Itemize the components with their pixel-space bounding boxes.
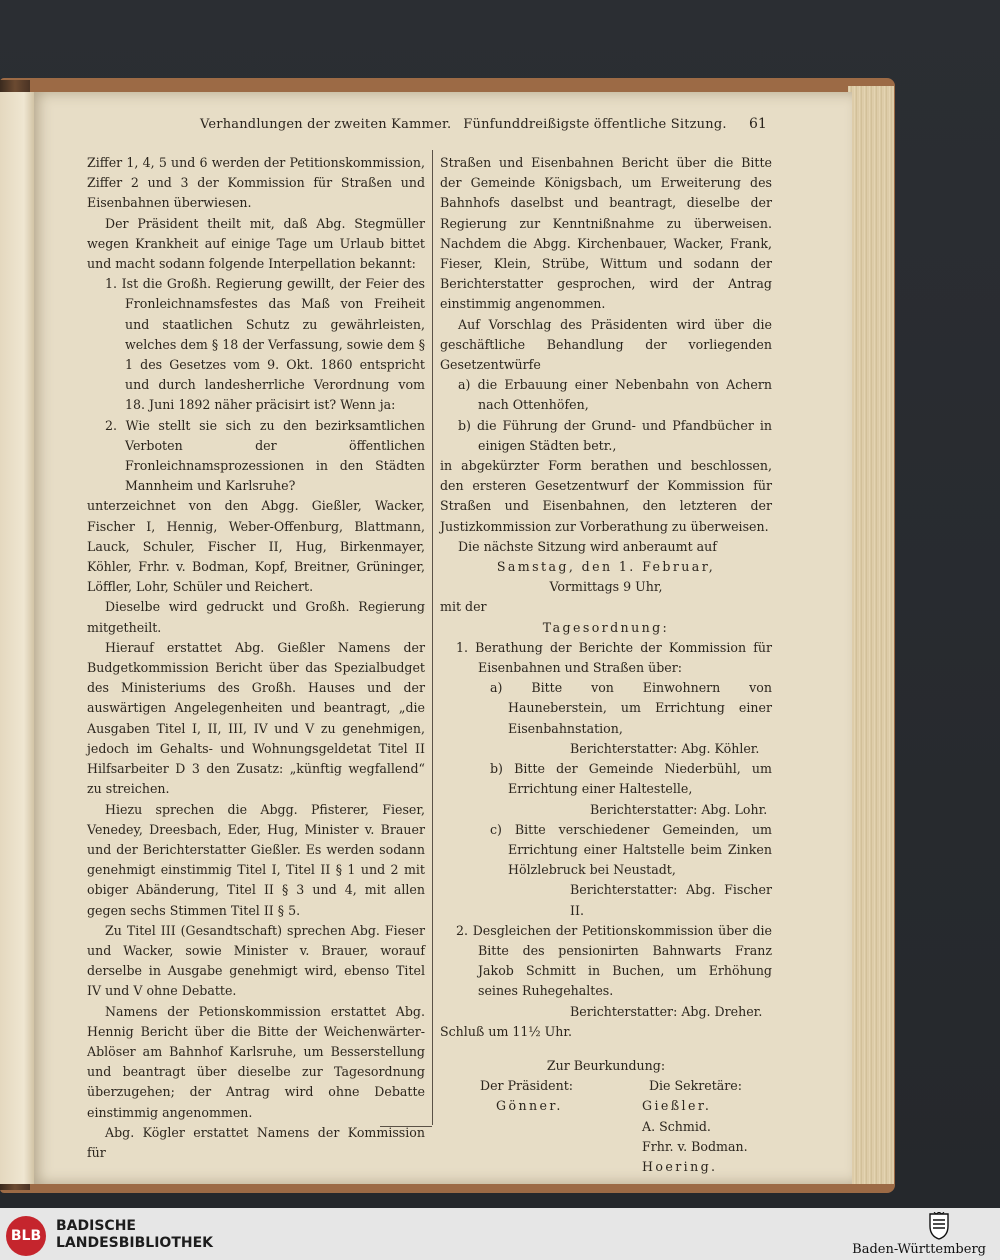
paragraph: 1. Ist die Großh. Regierung gewillt, der Feier des Fronleichnamsfestes das Maß von Freiheit und staatlichen Schutz zu gewährleisten, welches dem § 18 der Verfassung, sowie dem § 1 des Gesetzes vom 9. Okt. 1860 entspricht und durch landesherrliche Verordnung vom 18. Juni 1892 näher präcisirt ist? Wenn ja: [105,276,425,413]
paragraph: Namens der Petionskommission erstattet Abg. Hennig Bericht über die Bitte der Weichenwärter-Ablöser am Bahnhof Karlsruhe, um Besserstellung und beantragt über dieselbe zur Tagesordnung überzugehen; der Antrag wird ohne Debatte einstimmig angenommen. [87,1003,425,1120]
paragraph: b) die Führung der Grund- und Pfandbücher in einigen Städten betr., [458,417,772,453]
paragraph: Auf Vorschlag des Präsidenten wird über die geschäftliche Behandlung der vorliegenden Gesetzentwürfe [440,316,772,373]
paragraph: Hierauf erstattet Abg. Gießler Namens der Budgetkommission Bericht über das Spezialbudget des Ministeriums des Großh. Hauses und der auswärtigen Angelegenheiten und beantragt, „die Ausgaben Titel I, II, III, IV und V zu genehmigen, jedoch im Gehalts- und Wohnungsgeldetat Titel II Hilfsarbeiter D 3 den Zusatz: „künftig wegfallend“ zu streichen. [87,639,425,797]
state-crest-icon [928,1212,950,1240]
paragraph: Dieselbe wird gedruckt und Großh. Regierung mitgetheilt. [87,599,425,635]
president-label: Der Präsident: [480,1078,573,1094]
paragraph: Berichterstatter: Abg. Fischer II. [570,882,772,918]
column-divider [432,150,433,1125]
secretaries-list [642,1096,772,1177]
paragraph: Abg. Kögler erstattet Namens der Kommission für [87,1124,425,1160]
library-name-line1: BADISCHE [56,1218,136,1234]
secretary-name: Gießler. [642,1098,712,1114]
president-name: Gönner. [496,1098,563,1114]
header-left: Verhandlungen der zweiten Kammer. [200,117,452,132]
paragraph: Zu Titel III (Gesandtschaft) sprechen Abg. Fieser und Wacker, sowie Minister v. Brauer, worauf derselbe in Ausgabe genehmigt wird, ebenso Titel IV und V ohne Debatte. [87,922,425,999]
paragraph: Tagesordnung: [542,619,670,635]
page-number: 61 [749,116,767,132]
paragraph: 1. Berathung der Berichte der Kommission für Eisenbahnen und Straßen über: [456,639,772,676]
paragraph: in abgekürzter Form berathen und beschlossen, den ersteren Gesetzentwurf der Kommission für Straßen und Eisenbahnen, den letzteren der Justizkommission zur Vorberathung zu überweisen. [440,458,772,534]
secretary-name: Hoering. [642,1158,718,1174]
paragraph: Berichterstatter: Abg. Lohr. [590,801,768,817]
signature-names [440,1096,772,1177]
paragraph: mit der [440,599,487,615]
paragraph: Berichterstatter: Abg. Köhler. [570,740,760,756]
right-column-body [440,153,772,1042]
paragraph: Schluß um 11½ Uhr. [440,1023,573,1039]
blb-logo-badge[interactable]: BLB [6,1216,46,1256]
signature-block [440,1056,772,1177]
secretaries-label: Die Sekretäre: [648,1078,742,1094]
right-column [440,153,772,1177]
header-right: Fünfunddreißigste öffentliche Sitzung. [463,117,727,132]
state-name: Baden-Württemberg [852,1242,986,1257]
secretary-name: Frhr. v. Bodman. [642,1138,748,1154]
signature-heading: Zur Beurkundung: [546,1057,666,1073]
page-stack-edge [848,86,894,1184]
paragraph: a) Bitte von Einwohnern von Hauneberstein, um Errichtung einer Eisenbahnstation, [490,680,772,736]
footer-bar [0,1208,1000,1260]
paragraph: Die nächste Sitzung wird anberaumt auf [458,538,717,554]
paragraph: Ziffer 1, 4, 5 und 6 werden der Petitionskommission, Ziffer 2 und 3 der Kommission für Straßen und Eisenbahnen überwiesen. [87,155,425,211]
secretary-name: A. Schmid. [642,1118,711,1134]
left-page-curl [0,92,34,1184]
paragraph: Vormittags 9 Uhr, [549,579,663,595]
left-column [87,153,425,1163]
paragraph: c) Bitte verschiedener Gemeinden, um Errichtung einer Haltstelle beim Zinken Hölzlebruck bei Neustadt, [490,821,772,878]
library-name[interactable] [56,1218,213,1252]
paragraph: Berichterstatter: Abg. Dreher. [570,1003,763,1019]
paragraph: unterzeichnet von den Abgg. Gießler, Wacker, Fischer I, Hennig, Weber-Offenburg, Blattmann, Lauck, Schuler, Fischer II, Hug, Birkenmayer, Köhler, Frhr. v. Bodman, Kopf, Breitner, Grüninger, Löffler, Lohr, Schüler und Reichert. [87,498,425,595]
running-header [200,117,727,132]
paragraph: 2. Desgleichen der Petitionskommission über die Bitte des pensionirten Bahnwarts Franz Jakob Schmitt in Buchen, um Erhöhung seines Ruhegehaltes. [456,922,772,999]
paragraph: Der Präsident theilt mit, daß Abg. Stegmüller wegen Krankheit auf einige Tage um Urlaub bittet und macht sodann folgende Interpellation bekannt: [87,215,425,272]
signature-labels [440,1076,772,1096]
paragraph: Hiezu sprechen die Abgg. Pfisterer, Fieser, Venedey, Dreesbach, Eder, Hug, Minister v. Brauer und der Berichterstatter Gießler. Es werden sodann genehmigt einstimmig Titel I, Titel II § 1 und 2 mit obiger Abänderung, Titel II § 3 und 4, mit allen gegen sechs Stimmen Titel II § 5. [87,801,425,918]
paragraph: Straßen und Eisenbahnen Bericht über die Bitte der Gemeinde Königsbach, um Erweiterung des Bahnhofs daselbst und beantragt, dieselbe der Regierung zur Kenntnißnahme zu überweisen. Nachdem die Abgg. Kirchenbauer, Wacker, Frank, Fieser, Klein, Strübe, Wittum und sodann der Berichterstatter gesprochen, wird der Antrag einstimmig angenommen. [440,155,772,312]
paragraph: b) Bitte der Gemeinde Niederbühl, um Errichtung einer Haltestelle, [490,761,772,797]
paragraph: 2. Wie stellt sie sich zu den bezirksamtlichen Verboten der öffentlichen Fronleichnamsprozessionen in den Städten Mannheim und Karlsruhe? [105,417,425,494]
library-name-line2: LANDESBIBLIOTHEK [56,1235,214,1251]
paragraph: a) die Erbauung einer Nebenbahn von Achern nach Ottenhöfen, [458,377,772,413]
paragraph: Samstag, den 1. Februar, [496,559,716,575]
